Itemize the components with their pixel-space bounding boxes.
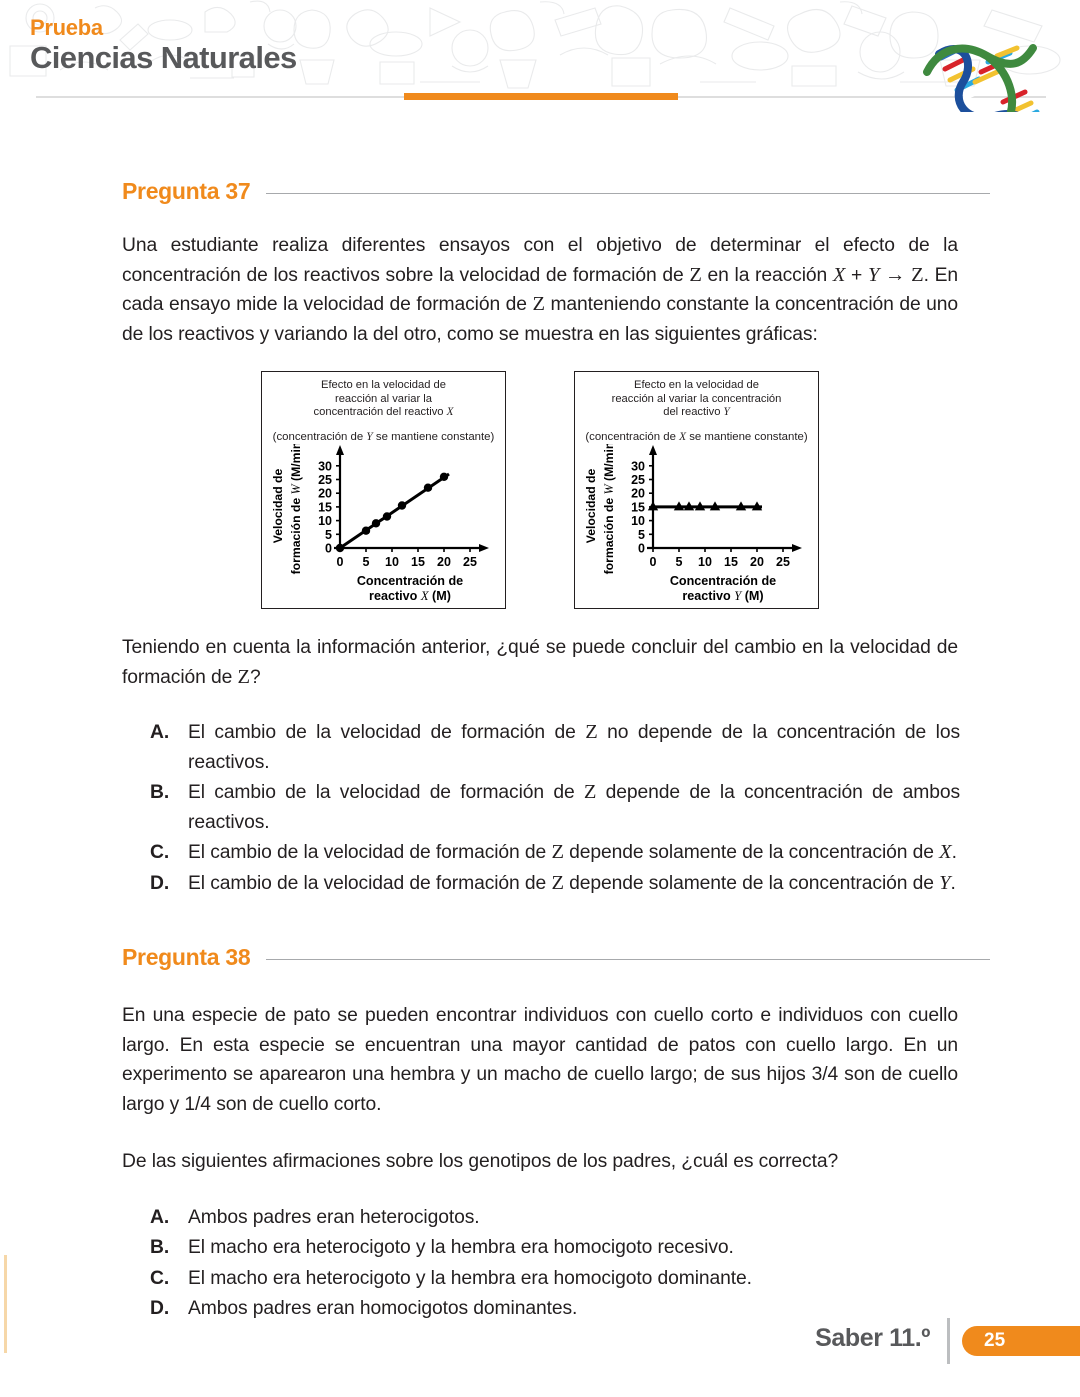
svg-text:formación de W (M/min): formación de W (M/min) [289,444,303,575]
svg-text:20: 20 [750,555,764,569]
svg-text:15: 15 [724,555,738,569]
option-letter: B. [150,1237,170,1258]
option-row[interactable] [150,869,960,899]
header-title-block [30,16,297,76]
question-38-prompt: De las siguientes afirmaciones sobre los genotipos de los padres, ¿cuál es correcta? [122,1151,839,1172]
question-38-options [150,1203,960,1324]
svg-text:5: 5 [325,527,332,542]
option-row[interactable] [150,1233,960,1263]
charts-row [0,371,1080,609]
footer-divider [947,1318,950,1364]
question-37-prompt: Teniendo en cuenta la información anterior, ¿qué se puede concluir del cambio en la velocidad de formación de Z? [122,637,958,688]
svg-text:10: 10 [385,555,399,569]
question-38-stem: En una especie de pato se pueden encontrar individuos con cuello corto e individuos con cuello largo. En esta especie se encuentran una mayor cantidad de patos con cuello largo. En un experimento se aparearon una hembra y un macho de cuello largo; de sus hijos 3/4 son de cuello largo y 1/4 son de cuello corto. [122,1005,958,1115]
svg-text:10: 10 [318,514,332,529]
option-text: El macho era heterocigoto y la hembra era homocigoto dominante. [188,1267,752,1289]
option-letter: B. [150,782,170,803]
option-letter: D. [150,872,170,894]
option-row[interactable] [150,1264,960,1294]
chart-1-subtitle: (concentración de Y se mantiene constante) [272,430,495,443]
svg-text:25: 25 [463,555,477,569]
svg-text:25: 25 [776,555,790,569]
header-title: Ciencias Naturales [30,40,297,76]
page-content [0,112,1080,1325]
svg-text:5: 5 [362,555,370,569]
chart-reactivo-x [261,371,506,609]
option-text: El cambio de la velocidad de formación de Z depende solamente de la concentración de Y. [188,871,956,894]
option-letter: A. [150,1206,170,1228]
svg-text:25: 25 [318,473,332,487]
svg-text:30: 30 [631,459,645,474]
svg-text:reactivo Y (M): reactivo Y (M) [682,589,764,603]
svg-text:0: 0 [325,541,332,556]
svg-text:formación de W (M/min): formación de W (M/min) [602,444,616,575]
option-row[interactable] [150,778,960,837]
svg-text:0: 0 [336,555,344,569]
question-37-rule [266,193,990,194]
svg-text:25: 25 [631,473,645,487]
option-letter: C. [150,1267,170,1289]
svg-text:10: 10 [631,514,645,529]
option-row[interactable] [150,1203,960,1233]
svg-text:0: 0 [638,541,645,556]
header-orange-accent [404,93,678,100]
question-38-header [122,944,990,971]
svg-text:15: 15 [411,555,425,569]
svg-text:20: 20 [437,555,451,569]
chart-2-title: Efecto en la velocidad de reacción al variar la concentración del reactivo Y [611,379,782,419]
svg-text:Velocidad de: Velocidad de [584,468,598,544]
option-row[interactable] [150,838,960,868]
svg-text:15: 15 [318,500,332,515]
option-letter: A. [150,722,170,743]
option-text: El cambio de la velocidad de formación de Z no depende de la concentración de los reactivos. [188,721,960,773]
svg-text:30: 30 [318,459,332,474]
option-letter: D. [150,1298,170,1319]
option-letter: C. [150,842,170,863]
chart-1-plot [262,444,505,611]
option-text: Ambos padres eran heterocigotos. [188,1206,480,1228]
dna-helix-icon [905,20,1065,112]
option-text: El cambio de la velocidad de formación de Z depende solamente de la concentración de X. [188,841,957,863]
svg-text:Velocidad de: Velocidad de [271,468,285,544]
svg-text:15: 15 [631,500,645,515]
page-number-badge: 25 [962,1326,1080,1356]
chart-reactivo-y [574,371,819,609]
option-text: Ambos padres eran homocigotos dominantes. [188,1298,578,1319]
svg-text:Concentración de: Concentración de [356,574,464,588]
svg-text:10: 10 [698,555,712,569]
chart-1-title: Efecto en la velocidad de reacción al variar la concentración del reactivo X [313,379,454,419]
svg-text:20: 20 [318,486,332,501]
option-text: El macho era heterocigoto y la hembra era homocigoto recesivo. [188,1237,734,1258]
question-38-rule [266,959,990,960]
svg-text:20: 20 [631,486,645,501]
svg-text:5: 5 [638,527,645,542]
svg-text:Concentración de: Concentración de [669,574,777,588]
page-header [0,0,1080,112]
footer-brand: Saber 11.º [815,1324,930,1352]
question-37-options [150,718,960,898]
svg-text:reactivo X (M): reactivo X (M) [369,589,451,603]
option-row[interactable] [150,718,960,777]
chart-2-plot [575,444,818,611]
option-text: El cambio de la velocidad de formación de Z depende de la concentración de ambos reactivos. [188,781,960,833]
svg-text:5: 5 [675,555,683,569]
question-37-stem: Una estudiante realiza diferentes ensayos con el objetivo de determinar el efecto de la concentración de los reactivos sobre la velocidad de formación de Z en la reacción X + Y → Z. En cada ensayo mide la velocidad de formación de Z manteniendo constante la concentración de uno de los reactivos y variando la del otro, como se muestra en las siguientes gráficas: [122,235,958,345]
header-eyebrow: Prueba [30,15,103,40]
question-38-label: Pregunta 38 [122,944,251,970]
page-footer [0,1318,1080,1368]
question-37-header [122,178,990,205]
chart-2-subtitle: (concentración de X se mantiene constante) [585,430,808,443]
svg-text:0: 0 [649,555,657,569]
question-37-label: Pregunta 37 [122,178,251,204]
